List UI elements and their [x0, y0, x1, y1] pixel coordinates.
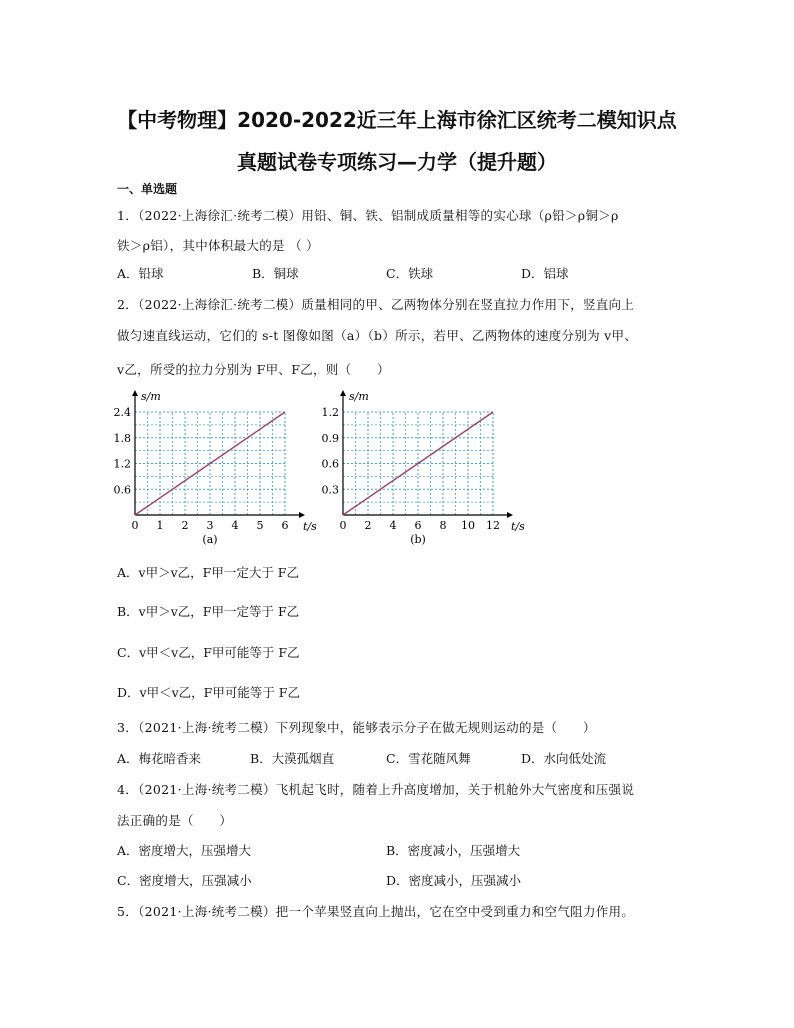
chart-b-ytick-label: 0.6 [321, 457, 339, 471]
chart-a-ytick-label: 1.2 [113, 457, 131, 471]
chart-a-xtick-label: 1 [156, 519, 164, 532]
q4-option-d: D．密度减小，压强减小 [386, 873, 522, 888]
q1-stem-line2: 铁＞ρ铝），其中体积最大的是 （ ） [117, 238, 319, 253]
chart-a-x-arrow [299, 512, 305, 518]
q4-stem-line2: 法正确的是（ ） [117, 813, 233, 828]
chart-b-xtick-label: 6 [414, 519, 422, 532]
q4-stem-line1: 4．（2021·上海·统考二模）飞机起飞时，随着上升高度增加，关于机舱外大气密度和压强说 [117, 782, 635, 797]
section-heading: 一、单选题 [117, 182, 178, 196]
q3-stem-line1: 3．（2021·上海·统考二模）下列现象中，能够表示分子在做无规则运动的是（ ） [117, 720, 596, 735]
chart-a-xtick-label: 4 [231, 519, 239, 532]
q1-stem-line1: 1．（2022·上海徐汇·统考二模）用铅、铜、铁、铝制成质量相等的实心球（ρ铅＞ρ铜＞ρ [117, 208, 619, 223]
q2-option-c: C．v甲＜v乙，F甲可能等于 F乙 [117, 645, 300, 660]
chart-b-xtick-label: 12 [486, 519, 500, 532]
chart-b-xtick-label: 0 [339, 519, 347, 532]
q3-option-c: C．雪花随风舞 [386, 751, 471, 766]
chart-b-xtick-label: 10 [461, 519, 475, 532]
q1-option-d: D．铝球 [521, 266, 569, 281]
q2-stem-line2: 做匀速直线运动，它们的 s-t 图像如图（a）（b）所示，若甲、乙两物体的速度分别为 v甲、 [117, 328, 638, 343]
chart-b [318, 385, 538, 547]
chart-a-y-arrow [132, 390, 138, 396]
chart-b-x-arrow [507, 512, 513, 518]
chart-a-ytick-label: 0.6 [113, 483, 131, 497]
chart-a-xlabel: t/s [303, 520, 317, 533]
chart-b-xlabel: t/s [511, 520, 525, 533]
chart-a-xtick-label: 5 [256, 519, 264, 532]
chart-a [110, 385, 325, 547]
q2-stem-line1: 2．（2022·上海徐汇·统考二模）质量相同的甲、乙两物体分别在竖直拉力作用下，竖直向上 [117, 297, 635, 312]
q2-stem-line3: v乙，所受的拉力分别为 F甲、F乙，则（ ） [117, 362, 390, 377]
q5-stem-line1: 5．（2021·上海·统考二模）把一个苹果竖直向上抛出，它在空中受到重力和空气阻力作用。 [117, 904, 635, 919]
chart-b-caption: (b) [410, 533, 426, 546]
q2-option-d: D．v甲＜v乙，F甲可能等于 F乙 [117, 685, 300, 700]
q1-option-b: B．铜球 [252, 266, 299, 281]
page-title-line2: 真题试卷专项练习—力学（提升题） [237, 150, 557, 174]
chart-b-y-arrow [340, 390, 346, 396]
chart-a-ytick-label: 1.8 [113, 431, 131, 445]
chart-a-xtick-label: 6 [281, 519, 289, 532]
q3-option-d: D．水向低处流 [521, 751, 607, 766]
chart-b-ytick-label: 0.3 [321, 483, 339, 497]
chart-a-ytick-label: 2.4 [113, 406, 131, 419]
q4-option-b: B．密度减小，压强增大 [386, 843, 521, 858]
q1-option-a: A．铅球 [117, 266, 164, 281]
chart-a-ylabel: s/m [141, 390, 161, 403]
chart-a-xtick-label: 3 [206, 519, 214, 532]
chart-b-series-line [343, 412, 493, 515]
chart-b-ytick-label: 1.2 [321, 406, 339, 419]
chart-b-xtick-label: 4 [389, 519, 397, 532]
q3-option-a: A．梅花暗香来 [117, 751, 202, 766]
chart-b-xtick-label: 2 [364, 519, 372, 532]
q4-option-a: A．密度增大，压强增大 [117, 843, 252, 858]
q2-option-b: B．v甲＞v乙，F甲一定等于 F乙 [117, 604, 300, 619]
q1-option-c: C．铁球 [386, 266, 434, 281]
q4-option-c: C．密度增大，压强减小 [117, 873, 252, 888]
chart-a-series-line [135, 412, 285, 515]
chart-b-xtick-label: 8 [439, 519, 447, 532]
chart-a-xtick-label: 2 [181, 519, 189, 532]
chart-a-caption: (a) [202, 533, 218, 546]
q3-option-b: B．大漠孤烟直 [250, 751, 335, 766]
page-title-line1: 【中考物理】2020-2022近三年上海市徐汇区统考二模知识点 [117, 108, 677, 132]
chart-a-xtick-label: 0 [131, 519, 139, 532]
chart-b-ytick-label: 0.9 [321, 431, 339, 445]
chart-b-ylabel: s/m [349, 390, 369, 403]
q2-option-a: A．v甲＞v乙，F甲一定大于 F乙 [117, 565, 299, 580]
